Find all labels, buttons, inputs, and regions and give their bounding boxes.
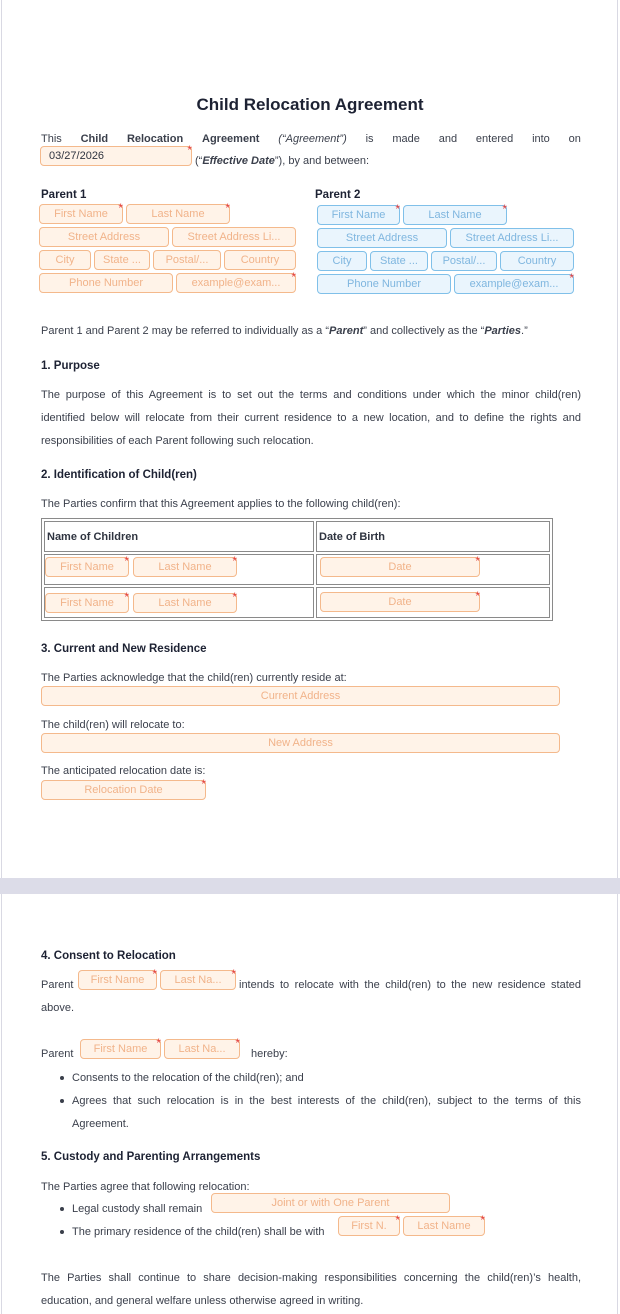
parent1-street2-field[interactable]: Street Address Li... bbox=[172, 227, 296, 247]
primary-residence-first-name-field[interactable]: First N. * bbox=[338, 1216, 400, 1236]
consent-parent-label-2: Parent bbox=[41, 1048, 74, 1060]
intro-line-1: This Child Relocation Agreement (“Agreement”) is made and entered into on bbox=[41, 133, 581, 145]
parent2-heading: Parent 2 bbox=[315, 189, 361, 201]
section-2-text: The Parties confirm that this Agreement applies to the following child(ren): bbox=[41, 498, 401, 510]
parent1-email-field[interactable]: example@exam... * bbox=[176, 273, 296, 293]
child-1-last-name-field[interactable]: Last Name * bbox=[133, 557, 237, 577]
section-5-heading: 5. Custody and Parenting Arrangements bbox=[41, 1151, 261, 1163]
parent2-street2-field[interactable]: Street Address Li... bbox=[450, 228, 574, 248]
section-2-heading: 2. Identification of Child(ren) bbox=[41, 469, 197, 481]
parent2-last-name-field[interactable]: Last Name * bbox=[403, 205, 507, 225]
parent1-heading: Parent 1 bbox=[41, 189, 87, 201]
consent-parent-first-name-field[interactable]: First Name * bbox=[78, 970, 157, 990]
child-2-first-name-field[interactable]: First Name * bbox=[45, 593, 129, 613]
parent2-phone-field[interactable]: Phone Number bbox=[317, 274, 451, 294]
parent1-country-field[interactable]: Country bbox=[224, 250, 296, 270]
parent1-city-field[interactable]: City bbox=[39, 250, 91, 270]
child-1-dob-field[interactable]: Date * bbox=[320, 557, 480, 577]
col-name-of-children: Name of Children bbox=[44, 521, 314, 552]
intro-line-2: (“Effective Date”), by and between: bbox=[195, 155, 370, 167]
new-address-field[interactable]: New Address bbox=[41, 733, 560, 753]
parent2-city-field[interactable]: City bbox=[317, 251, 367, 271]
parent2-street-field[interactable]: Street Address bbox=[317, 228, 447, 248]
primary-residence-last-name-field[interactable]: Last Name * bbox=[403, 1216, 485, 1236]
col-date-of-birth: Date of Birth bbox=[316, 521, 550, 552]
child-2-last-name-field[interactable]: Last Name * bbox=[133, 593, 237, 613]
consenting-parent-last-name-field[interactable]: Last Na... * bbox=[164, 1039, 240, 1059]
table-header-row bbox=[44, 521, 550, 552]
parent1-postal-field[interactable]: Postal/... bbox=[153, 250, 221, 270]
child-2-dob-field[interactable]: Date * bbox=[320, 592, 480, 612]
section-1-heading: 1. Purpose bbox=[41, 360, 100, 372]
list-item: Agrees that such relocation is in the best interests of the child(ren), subject to the terms of this Agreement. bbox=[58, 1090, 581, 1136]
parent1-first-name-field[interactable]: First Name * bbox=[39, 204, 123, 224]
parent1-state-field[interactable]: State ... bbox=[94, 250, 150, 270]
consent-parent-label-1: Parent bbox=[41, 979, 74, 991]
current-residence-text: The Parties acknowledge that the child(ren) currently reside at: bbox=[41, 672, 347, 684]
list-item: Legal custody shall remain bbox=[58, 1198, 581, 1221]
parent1-last-name-field[interactable]: Last Name * bbox=[126, 204, 230, 224]
new-residence-text: The child(ren) will relocate to: bbox=[41, 719, 185, 731]
hereby-text: hereby: bbox=[251, 1048, 288, 1060]
relocation-date-text: The anticipated relocation date is: bbox=[41, 765, 206, 777]
parties-note: Parent 1 and Parent 2 may be referred to individually as a “Parent” and collectively as the “Parties.” bbox=[41, 325, 528, 337]
parent2-postal-field[interactable]: Postal/... bbox=[431, 251, 497, 271]
section-5-para-line-2: education, and general welfare unless otherwise agreed in writing. bbox=[41, 1295, 364, 1307]
parent2-state-field[interactable]: State ... bbox=[370, 251, 428, 271]
current-address-field[interactable]: Current Address bbox=[41, 686, 560, 706]
section-1-line-3: responsibilities of each Parent following such relocation. bbox=[41, 435, 314, 447]
consent-above-text: above. bbox=[41, 1002, 75, 1014]
parent1-phone-field[interactable]: Phone Number bbox=[39, 273, 173, 293]
child-1-first-name-field[interactable]: First Name * bbox=[45, 557, 129, 577]
effective-date-field[interactable]: 03/27/2026 * bbox=[40, 146, 192, 166]
parent2-country-field[interactable]: Country bbox=[500, 251, 574, 271]
legal-custody-field[interactable]: Joint or with One Parent bbox=[211, 1193, 450, 1213]
section-5-text: The Parties agree that following relocation: bbox=[41, 1181, 250, 1193]
section-3-heading: 3. Current and New Residence bbox=[41, 643, 207, 655]
list-item: Consents to the relocation of the child(ren); and bbox=[58, 1067, 581, 1090]
parent1-street-field[interactable]: Street Address bbox=[39, 227, 169, 247]
section-1-line-1: The purpose of this Agreement is to set out the terms and conditions under which the minor child(ren) bbox=[41, 389, 581, 401]
consent-parent-last-name-field[interactable]: Last Na... * bbox=[160, 970, 236, 990]
parent2-first-name-field[interactable]: First Name * bbox=[317, 205, 400, 225]
page-separator bbox=[0, 878, 620, 894]
consenting-parent-first-name-field[interactable]: First Name * bbox=[80, 1039, 161, 1059]
section-1-line-2: identified below will relocate from their current residence to a new location, and to define the rights and bbox=[41, 412, 581, 424]
relocation-date-field[interactable]: Relocation Date * bbox=[41, 780, 206, 800]
parent2-email-field[interactable]: example@exam... * bbox=[454, 274, 574, 294]
consent-relocate-text: intends to relocate with the child(ren) to the new residence stated bbox=[239, 979, 581, 991]
consent-bullet-list bbox=[58, 1067, 581, 1136]
section-5-para-line-1: The Parties shall continue to share decision-making responsibilities concerning the child(ren)’s health, bbox=[41, 1272, 581, 1284]
section-4-heading: 4. Consent to Relocation bbox=[41, 950, 176, 962]
document-title: Child Relocation Agreement bbox=[196, 95, 424, 114]
list-item: The primary residence of the child(ren) shall be with bbox=[58, 1221, 581, 1244]
